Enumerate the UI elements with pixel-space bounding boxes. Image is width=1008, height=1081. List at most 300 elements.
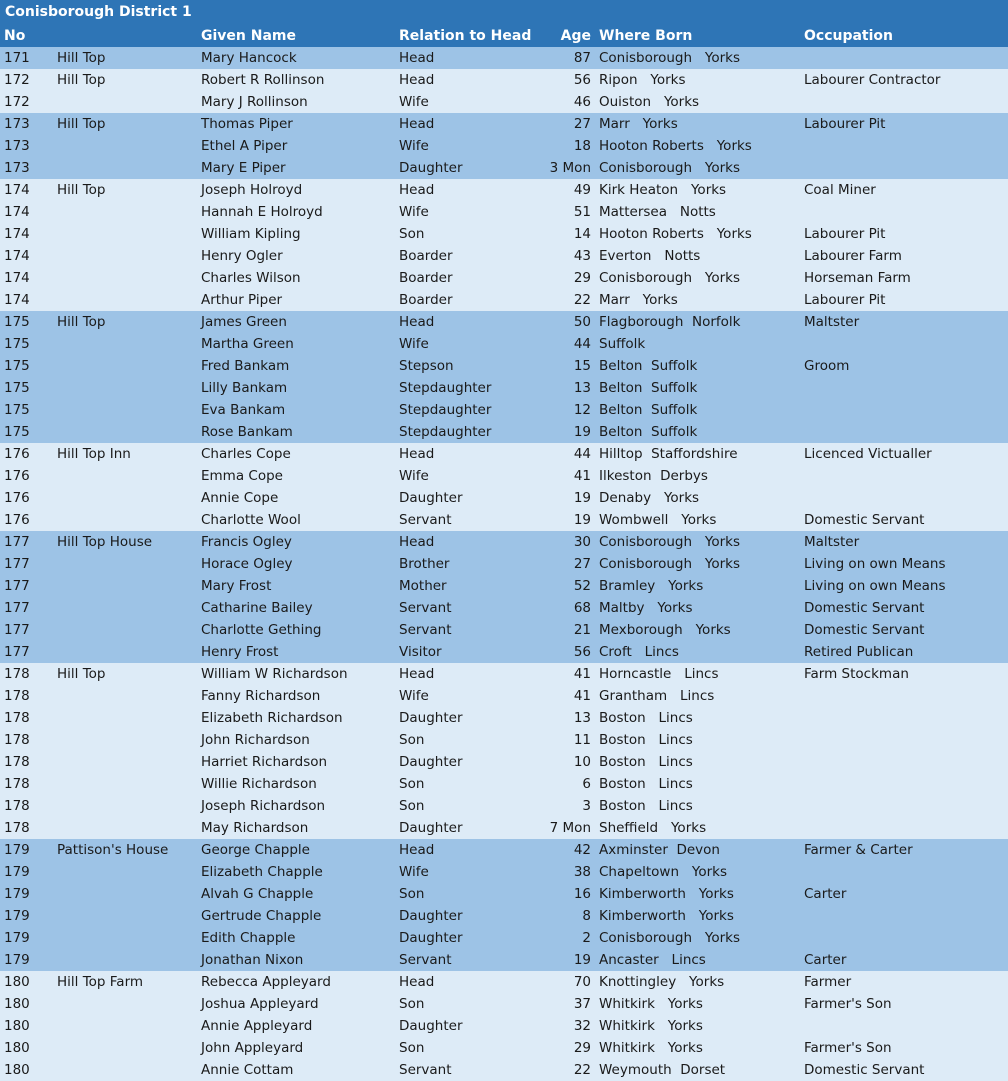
cell-address: Hill Top [57, 182, 106, 198]
cell-occupation: Maltster [804, 314, 860, 330]
cell-relation: Son [399, 798, 425, 814]
cell-where-born: Whitkirk Yorks [599, 996, 703, 1012]
cell-given-name: Lilly Bankam [201, 380, 288, 396]
table-row [0, 663, 1008, 685]
cell-given-name: Jonathan Nixon [201, 952, 304, 968]
cell-relation: Servant [399, 600, 452, 616]
cell-age: 41 [573, 688, 591, 704]
table-row [0, 157, 1008, 179]
table-row [0, 839, 1008, 861]
cell-address: Hill Top House [57, 534, 153, 550]
cell-where-born: Flagborough Norfolk [599, 314, 741, 330]
cell-given-name: Francis Ogley [201, 534, 292, 550]
cell-relation: Daughter [399, 754, 463, 770]
cell-occupation: Farmer's Son [804, 996, 892, 1012]
cell-given-name: Annie Appleyard [201, 1018, 313, 1034]
cell-no: 176 [4, 490, 30, 506]
cell-given-name: George Chapple [201, 842, 310, 858]
cell-age: 30 [573, 534, 591, 550]
cell-no: 173 [4, 160, 30, 176]
cell-relation: Daughter [399, 908, 463, 924]
cell-where-born: Conisborough Yorks [599, 160, 741, 176]
cell-occupation: Domestic Servant [804, 1062, 925, 1078]
cell-relation: Wife [399, 204, 429, 220]
cell-no: 178 [4, 732, 30, 748]
cell-given-name: Fred Bankam [201, 358, 290, 374]
table-row [0, 751, 1008, 773]
table-row [0, 531, 1008, 553]
table-row [0, 487, 1008, 509]
cell-where-born: Conisborough Yorks [599, 270, 741, 286]
table-row [0, 1037, 1008, 1059]
table-row [0, 355, 1008, 377]
cell-age: 29 [573, 270, 591, 286]
cell-relation: Head [399, 116, 435, 132]
cell-relation: Son [399, 732, 425, 748]
cell-address: Hill Top Inn [57, 446, 131, 462]
cell-age: 37 [573, 996, 591, 1012]
cell-age: 18 [573, 138, 591, 154]
table-row [0, 707, 1008, 729]
table-row [0, 465, 1008, 487]
cell-address: Pattison's House [57, 842, 169, 858]
cell-where-born: Belton Suffolk [599, 402, 698, 418]
cell-age: 41 [573, 468, 591, 484]
cell-no: 175 [4, 314, 30, 330]
header-where-born: Where Born [599, 28, 693, 44]
cell-no: 177 [4, 622, 30, 638]
cell-no: 176 [4, 468, 30, 484]
cell-given-name: Emma Cope [201, 468, 283, 484]
cell-where-born: Ancaster Lincs [599, 952, 706, 968]
cell-age: 3 [582, 798, 591, 814]
cell-given-name: Charlotte Gething [201, 622, 322, 638]
cell-where-born: Ouiston Yorks [599, 94, 700, 110]
cell-occupation: Living on own Means [804, 556, 946, 572]
cell-no: 180 [4, 996, 30, 1012]
cell-given-name: Mary Hancock [201, 50, 297, 66]
cell-given-name: Robert R Rollinson [201, 72, 325, 88]
cell-where-born: Sheffield Yorks [599, 820, 707, 836]
cell-no: 173 [4, 116, 30, 132]
cell-where-born: Bramley Yorks [599, 578, 704, 594]
table-row [0, 245, 1008, 267]
cell-no: 177 [4, 534, 30, 550]
cell-address: Hill Top [57, 72, 106, 88]
cell-no: 174 [4, 204, 30, 220]
cell-occupation: Carter [804, 952, 847, 968]
cell-no: 173 [4, 138, 30, 154]
cell-where-born: Ilkeston Derbys [599, 468, 708, 484]
cell-age: 41 [573, 666, 591, 682]
cell-given-name: Annie Cottam [201, 1062, 294, 1078]
cell-no: 180 [4, 1062, 30, 1078]
cell-occupation: Labourer Pit [804, 116, 886, 132]
cell-address: Hill Top [57, 116, 106, 132]
cell-given-name: John Richardson [201, 732, 310, 748]
table-row [0, 91, 1008, 113]
cell-no: 177 [4, 556, 30, 572]
cell-age: 42 [573, 842, 591, 858]
table-row [0, 729, 1008, 751]
table-row [0, 619, 1008, 641]
cell-occupation: Labourer Pit [804, 226, 886, 242]
cell-age: 21 [573, 622, 591, 638]
cell-relation: Daughter [399, 710, 463, 726]
cell-age: 7 Mon [549, 820, 591, 836]
cell-where-born: Denaby Yorks [599, 490, 700, 506]
cell-relation: Son [399, 1040, 425, 1056]
cell-where-born: Hooton Roberts Yorks [599, 226, 752, 242]
table-row [0, 69, 1008, 91]
cell-relation: Daughter [399, 160, 463, 176]
cell-occupation: Domestic Servant [804, 512, 925, 528]
table-row [0, 1015, 1008, 1037]
cell-where-born: Boston Lincs [599, 710, 693, 726]
cell-occupation: Farm Stockman [804, 666, 909, 682]
table-row [0, 641, 1008, 663]
table-row [0, 421, 1008, 443]
cell-age: 56 [573, 644, 591, 660]
cell-relation: Stepdaughter [399, 402, 492, 418]
table-row [0, 267, 1008, 289]
cell-given-name: Mary Frost [201, 578, 272, 594]
cell-relation: Servant [399, 512, 452, 528]
cell-age: 87 [573, 50, 591, 66]
cell-relation: Head [399, 50, 435, 66]
cell-address: Hill Top [57, 314, 106, 330]
cell-age: 50 [573, 314, 591, 330]
cell-given-name: Martha Green [201, 336, 294, 352]
cell-given-name: Henry Ogler [201, 248, 283, 264]
cell-where-born: Maltby Yorks [599, 600, 693, 616]
cell-where-born: Belton Suffolk [599, 424, 698, 440]
cell-given-name: James Green [201, 314, 287, 330]
cell-no: 179 [4, 952, 30, 968]
table-row [0, 179, 1008, 201]
cell-no: 175 [4, 336, 30, 352]
cell-where-born: Boston Lincs [599, 732, 693, 748]
cell-no: 176 [4, 512, 30, 528]
cell-where-born: Everton Notts [599, 248, 701, 264]
header-given-name: Given Name [201, 28, 296, 44]
header-occupation: Occupation [804, 28, 894, 44]
cell-where-born: Axminster Devon [599, 842, 720, 858]
cell-where-born: Whitkirk Yorks [599, 1018, 703, 1034]
cell-no: 177 [4, 578, 30, 594]
table-row [0, 993, 1008, 1015]
cell-where-born: Knottingley Yorks [599, 974, 725, 990]
cell-no: 172 [4, 72, 30, 88]
cell-given-name: Rebecca Appleyard [201, 974, 331, 990]
table-row [0, 773, 1008, 795]
cell-relation: Son [399, 886, 425, 902]
cell-where-born: Boston Lincs [599, 776, 693, 792]
cell-given-name: Mary J Rollinson [201, 94, 308, 110]
cell-given-name: Thomas Piper [201, 116, 293, 132]
cell-where-born: Boston Lincs [599, 754, 693, 770]
cell-relation: Son [399, 776, 425, 792]
cell-no: 180 [4, 974, 30, 990]
cell-age: 3 Mon [549, 160, 591, 176]
cell-no: 179 [4, 930, 30, 946]
cell-age: 44 [573, 336, 591, 352]
cell-where-born: Suffolk [599, 336, 646, 352]
cell-age: 32 [573, 1018, 591, 1034]
table-row [0, 1059, 1008, 1081]
cell-relation: Boarder [399, 270, 453, 286]
cell-relation: Head [399, 182, 435, 198]
cell-age: 22 [573, 292, 591, 308]
cell-age: 14 [573, 226, 591, 242]
cell-given-name: Fanny Richardson [201, 688, 321, 704]
cell-relation: Head [399, 666, 435, 682]
header-age: Age [560, 28, 591, 44]
cell-age: 8 [582, 908, 591, 924]
cell-given-name: Harriet Richardson [201, 754, 328, 770]
cell-relation: Stepdaughter [399, 380, 492, 396]
cell-no: 174 [4, 248, 30, 264]
cell-no: 174 [4, 292, 30, 308]
cell-relation: Mother [399, 578, 447, 594]
cell-given-name: May Richardson [201, 820, 309, 836]
table-row [0, 883, 1008, 905]
cell-age: 15 [573, 358, 591, 374]
cell-where-born: Kirk Heaton Yorks [599, 182, 727, 198]
cell-given-name: Joseph Holroyd [201, 182, 303, 198]
cell-given-name: Arthur Piper [201, 292, 283, 308]
cell-relation: Visitor [399, 644, 442, 660]
cell-relation: Wife [399, 468, 429, 484]
cell-age: 19 [573, 490, 591, 506]
cell-no: 178 [4, 754, 30, 770]
cell-no: 178 [4, 798, 30, 814]
cell-no: 177 [4, 600, 30, 616]
cell-relation: Daughter [399, 930, 463, 946]
cell-no: 172 [4, 94, 30, 110]
cell-given-name: Annie Cope [201, 490, 279, 506]
cell-no: 179 [4, 908, 30, 924]
cell-given-name: Eva Bankam [201, 402, 286, 418]
cell-age: 68 [573, 600, 591, 616]
cell-no: 179 [4, 864, 30, 880]
cell-no: 179 [4, 886, 30, 902]
cell-relation: Boarder [399, 292, 453, 308]
cell-occupation: Living on own Means [804, 578, 946, 594]
cell-where-born: Horncastle Lincs [599, 666, 719, 682]
cell-occupation: Licenced Victualler [804, 446, 932, 462]
cell-age: 51 [573, 204, 591, 220]
cell-where-born: Marr Yorks [599, 116, 678, 132]
cell-relation: Daughter [399, 490, 463, 506]
cell-where-born: Belton Suffolk [599, 358, 698, 374]
cell-where-born: Kimberworth Yorks [599, 908, 734, 924]
cell-relation: Wife [399, 864, 429, 880]
cell-age: 27 [573, 116, 591, 132]
table-row [0, 553, 1008, 575]
cell-no: 174 [4, 182, 30, 198]
table-row [0, 817, 1008, 839]
cell-age: 19 [573, 512, 591, 528]
table-row [0, 135, 1008, 157]
cell-where-born: Boston Lincs [599, 798, 693, 814]
cell-occupation: Farmer's Son [804, 1040, 892, 1056]
table-row [0, 597, 1008, 619]
cell-occupation: Farmer & Carter [804, 842, 913, 858]
table-row [0, 443, 1008, 465]
cell-relation: Wife [399, 688, 429, 704]
cell-given-name: Edith Chapple [201, 930, 296, 946]
cell-given-name: William W Richardson [201, 666, 348, 682]
cell-relation: Boarder [399, 248, 453, 264]
cell-given-name: Joshua Appleyard [201, 996, 319, 1012]
cell-where-born: Conisborough Yorks [599, 930, 741, 946]
cell-relation: Head [399, 314, 435, 330]
cell-age: 29 [573, 1040, 591, 1056]
cell-given-name: Elizabeth Richardson [201, 710, 343, 726]
cell-no: 180 [4, 1040, 30, 1056]
cell-occupation: Domestic Servant [804, 600, 925, 616]
table-row [0, 223, 1008, 245]
cell-where-born: Mexborough Yorks [599, 622, 731, 638]
cell-age: 13 [573, 380, 591, 396]
cell-age: 22 [573, 1062, 591, 1078]
cell-age: 27 [573, 556, 591, 572]
sheet-title: Conisborough District 1 [0, 0, 1008, 25]
cell-age: 19 [573, 952, 591, 968]
cell-relation: Servant [399, 1062, 452, 1078]
cell-occupation: Labourer Contractor [804, 72, 941, 88]
cell-relation: Stepdaughter [399, 424, 492, 440]
cell-given-name: Alvah G Chapple [201, 886, 314, 902]
table-row [0, 575, 1008, 597]
cell-relation: Head [399, 842, 435, 858]
cell-given-name: Gertrude Chapple [201, 908, 322, 924]
cell-age: 2 [582, 930, 591, 946]
table-row [0, 201, 1008, 223]
cell-age: 12 [573, 402, 591, 418]
cell-relation: Servant [399, 622, 452, 638]
cell-relation: Head [399, 72, 435, 88]
cell-where-born: Kimberworth Yorks [599, 886, 734, 902]
cell-relation: Stepson [399, 358, 454, 374]
cell-no: 175 [4, 424, 30, 440]
cell-where-born: Hilltop Staffordshire [599, 446, 738, 462]
cell-given-name: Elizabeth Chapple [201, 864, 323, 880]
cell-relation: Daughter [399, 1018, 463, 1034]
cell-address: Hill Top Farm [57, 974, 144, 990]
cell-no: 178 [4, 820, 30, 836]
cell-age: 46 [573, 94, 591, 110]
cell-where-born: Conisborough Yorks [599, 534, 741, 550]
cell-where-born: Hooton Roberts Yorks [599, 138, 752, 154]
cell-occupation: Coal Miner [804, 182, 876, 198]
cell-age: 38 [573, 864, 591, 880]
cell-relation: Head [399, 534, 435, 550]
header-relation: Relation to Head [399, 28, 532, 44]
cell-given-name: Joseph Richardson [201, 798, 326, 814]
cell-given-name: Mary E Piper [201, 160, 286, 176]
table-row [0, 333, 1008, 355]
cell-given-name: Ethel A Piper [201, 138, 288, 154]
cell-relation: Wife [399, 138, 429, 154]
header-no: No [4, 28, 26, 44]
cell-occupation: Maltster [804, 534, 860, 550]
cell-no: 178 [4, 688, 30, 704]
cell-no: 175 [4, 380, 30, 396]
cell-address: Hill Top [57, 666, 106, 682]
cell-where-born: Mattersea Notts [599, 204, 716, 220]
cell-where-born: Croft Lincs [599, 644, 679, 660]
cell-occupation: Farmer [804, 974, 852, 990]
cell-given-name: William Kipling [201, 226, 301, 242]
cell-where-born: Grantham Lincs [599, 688, 715, 704]
cell-given-name: Hannah E Holroyd [201, 204, 323, 220]
cell-age: 49 [573, 182, 591, 198]
table-row [0, 377, 1008, 399]
cell-given-name: Horace Ogley [201, 556, 293, 572]
cell-where-born: Chapeltown Yorks [599, 864, 728, 880]
table-row [0, 861, 1008, 883]
cell-address: Hill Top [57, 50, 106, 66]
cell-where-born: Conisborough Yorks [599, 50, 741, 66]
cell-given-name: Charles Wilson [201, 270, 301, 286]
cell-occupation: Retired Publican [804, 644, 914, 660]
cell-no: 174 [4, 270, 30, 286]
cell-no: 178 [4, 776, 30, 792]
cell-age: 43 [573, 248, 591, 264]
cell-relation: Servant [399, 952, 452, 968]
cell-age: 52 [573, 578, 591, 594]
cell-occupation: Groom [804, 358, 850, 374]
cell-no: 178 [4, 666, 30, 682]
cell-age: 70 [573, 974, 591, 990]
cell-relation: Wife [399, 94, 429, 110]
cell-no: 174 [4, 226, 30, 242]
cell-where-born: Weymouth Dorset [599, 1062, 726, 1078]
cell-no: 175 [4, 402, 30, 418]
cell-no: 175 [4, 358, 30, 374]
table-row [0, 47, 1008, 69]
cell-no: 180 [4, 1018, 30, 1034]
cell-age: 6 [582, 776, 591, 792]
cell-given-name: Charles Cope [201, 446, 291, 462]
cell-given-name: Henry Frost [201, 644, 279, 660]
cell-occupation: Labourer Pit [804, 292, 886, 308]
cell-given-name: Rose Bankam [201, 424, 293, 440]
table-row [0, 971, 1008, 993]
cell-given-name: Charlotte Wool [201, 512, 301, 528]
cell-no: 171 [4, 50, 30, 66]
cell-relation: Son [399, 996, 425, 1012]
table-row [0, 795, 1008, 817]
cell-no: 179 [4, 842, 30, 858]
cell-no: 177 [4, 644, 30, 660]
table-row [0, 509, 1008, 531]
table-row [0, 289, 1008, 311]
cell-relation: Head [399, 446, 435, 462]
cell-relation: Head [399, 974, 435, 990]
cell-occupation: Domestic Servant [804, 622, 925, 638]
cell-age: 16 [573, 886, 591, 902]
column-header-row [0, 25, 1008, 47]
cell-where-born: Marr Yorks [599, 292, 678, 308]
cell-no: 178 [4, 710, 30, 726]
cell-where-born: Whitkirk Yorks [599, 1040, 703, 1056]
cell-occupation: Carter [804, 886, 847, 902]
cell-age: 11 [573, 732, 591, 748]
cell-where-born: Wombwell Yorks [599, 512, 717, 528]
